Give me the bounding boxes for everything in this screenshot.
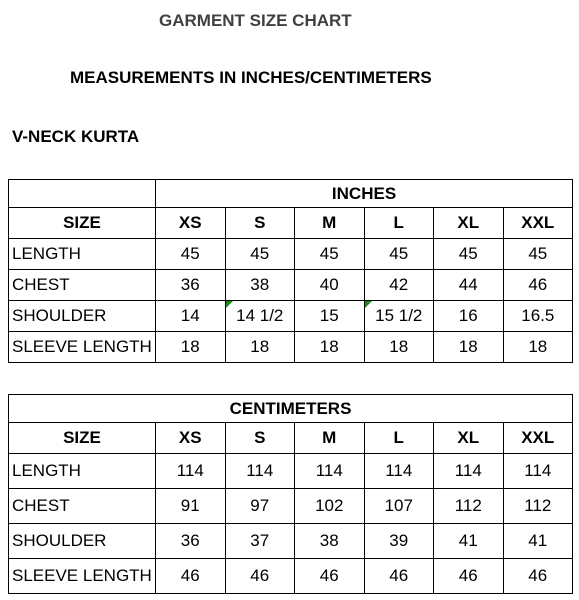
table-cell: 45 — [434, 239, 504, 270]
table-cell: 41 — [503, 524, 573, 559]
table-cell: 114 — [364, 454, 434, 489]
table-cell: 46 — [503, 559, 573, 594]
table-row — [9, 454, 573, 489]
product-name: V-NECK KURTA — [12, 127, 140, 146]
table-cell: 114 — [295, 454, 365, 489]
table-row — [9, 524, 573, 559]
table-cell: 112 — [434, 489, 504, 524]
table-cell: 40 — [295, 270, 365, 301]
table-cell: 18 — [434, 332, 504, 363]
table-cell: 107 — [364, 489, 434, 524]
header-cell-xxl: XXL — [503, 423, 573, 454]
table-cell: 45 — [503, 239, 573, 270]
header-cell-xxl: XXL — [503, 208, 573, 239]
header-cell-size: SIZE — [9, 423, 156, 454]
inches-caption: INCHES — [156, 180, 573, 208]
table-cell-with-comment[interactable]: 14 1/2 — [225, 301, 295, 332]
table-cell: 39 — [364, 524, 434, 559]
table-cell: 46 — [156, 559, 226, 594]
header-cell-s: S — [225, 208, 295, 239]
table-row — [9, 559, 573, 594]
table-cell: 46 — [295, 559, 365, 594]
table-cell: 45 — [364, 239, 434, 270]
header-cell-xl: XL — [434, 208, 504, 239]
table-cell: 45 — [295, 239, 365, 270]
table-header-row — [9, 423, 573, 454]
table-cell: 46 — [364, 559, 434, 594]
table-cell: 44 — [434, 270, 504, 301]
table-cell: 18 — [156, 332, 226, 363]
table-cell: 16.5 — [503, 301, 573, 332]
table-cell: 18 — [225, 332, 295, 363]
header-cell-xs: XS — [156, 208, 226, 239]
table-cell: 36 — [156, 524, 226, 559]
header-cell-m: M — [295, 423, 365, 454]
table-cell: 18 — [295, 332, 365, 363]
table-cell: 41 — [434, 524, 504, 559]
table-cell: 16 — [434, 301, 504, 332]
table-cell: 112 — [503, 489, 573, 524]
header-cell-m: M — [295, 208, 365, 239]
table-cell: 114 — [225, 454, 295, 489]
table-cell: 18 — [364, 332, 434, 363]
header-cell-l: L — [364, 423, 434, 454]
row-label: CHEST — [9, 270, 156, 301]
table-cell: 36 — [156, 270, 226, 301]
table-caption-spacer — [9, 180, 156, 208]
header-cell-size: SIZE — [9, 208, 156, 239]
table-cell: 114 — [156, 454, 226, 489]
table-cell: 114 — [503, 454, 573, 489]
table-cell: 18 — [503, 332, 573, 363]
table-cell: 37 — [225, 524, 295, 559]
header-cell-s: S — [225, 423, 295, 454]
row-label: LENGTH — [9, 239, 156, 270]
row-label: SHOULDER — [9, 524, 156, 559]
measurement-units-heading: MEASUREMENTS IN INCHES/CENTIMETERS — [70, 68, 432, 87]
header-cell-xs: XS — [156, 423, 226, 454]
header-cell-l: L — [364, 208, 434, 239]
inches-size-table — [8, 179, 573, 363]
chart-title: GARMENT SIZE CHART — [159, 11, 352, 30]
table-cell: 97 — [225, 489, 295, 524]
header-cell-xl: XL — [434, 423, 504, 454]
table-cell: 46 — [225, 559, 295, 594]
table-cell: 45 — [156, 239, 226, 270]
table-cell: 42 — [364, 270, 434, 301]
table-cell: 38 — [295, 524, 365, 559]
row-label: SHOULDER — [9, 301, 156, 332]
table-cell: 15 — [295, 301, 365, 332]
table-cell-with-comment[interactable]: 15 1/2 — [364, 301, 434, 332]
table-row — [9, 332, 573, 363]
table-caption-row — [9, 180, 573, 208]
table-cell: 91 — [156, 489, 226, 524]
table-caption-row — [9, 395, 573, 423]
table-cell: 45 — [225, 239, 295, 270]
table-row — [9, 301, 573, 332]
table-cell: 46 — [503, 270, 573, 301]
centimeters-size-table — [8, 394, 573, 594]
table-row — [9, 270, 573, 301]
table-cell: 14 — [156, 301, 226, 332]
row-label: SLEEVE LENGTH — [9, 332, 156, 363]
table-cell: 102 — [295, 489, 365, 524]
centimeters-caption: CENTIMETERS — [9, 395, 573, 423]
row-label: CHEST — [9, 489, 156, 524]
table-cell: 46 — [434, 559, 504, 594]
row-label: SLEEVE LENGTH — [9, 559, 156, 594]
table-header-row — [9, 208, 573, 239]
table-cell: 114 — [434, 454, 504, 489]
table-cell: 38 — [225, 270, 295, 301]
table-row — [9, 239, 573, 270]
row-label: LENGTH — [9, 454, 156, 489]
table-row — [9, 489, 573, 524]
